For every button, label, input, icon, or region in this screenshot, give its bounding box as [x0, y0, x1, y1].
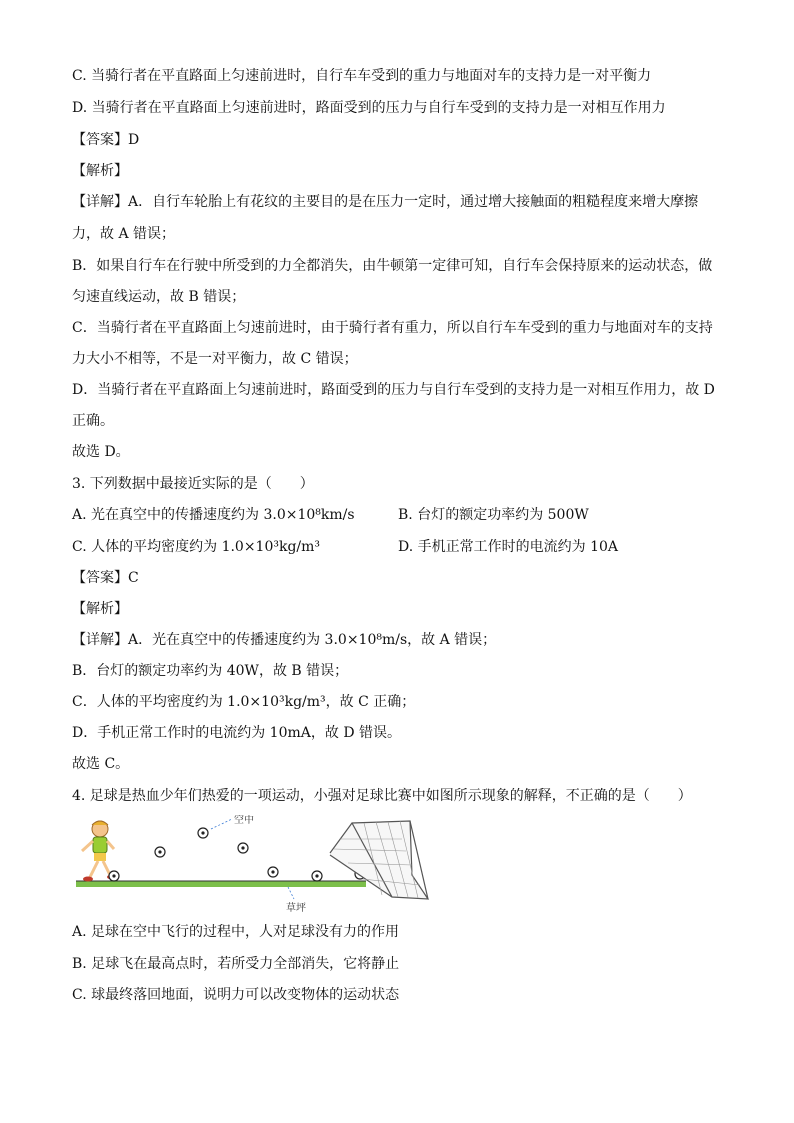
explanation-text: C．人体的平均密度约为 1.0×10³kg/m³，故 C 正确；	[72, 694, 416, 710]
explanation-text: D．手机正常工作时的电流约为 10mA，故 D 错误。	[72, 725, 401, 741]
question-3-stem: 3. 下列数据中最接近实际的是（ ）	[72, 476, 314, 492]
grass-strip	[76, 881, 366, 887]
explanation-text: D．当骑行者在平直路面上匀速前进时，路面受到的压力与自行车受到的支持力是一对相互作用力，故 D	[72, 382, 715, 398]
q4-option-a: A. 足球在空中飞行的过程中，人对足球没有力的作用	[72, 924, 400, 940]
conclusion-text: 故选 D。	[72, 444, 130, 460]
explanation-text: 力大小不相等，不是一对平衡力，故 C 错误；	[72, 351, 358, 367]
explanation-text: 【详解】A．自行车轮胎上有花纹的主要目的是在压力一定时，通过增大接触面的粗糙程度来增大摩擦	[72, 194, 699, 210]
explanation-text: 正确。	[72, 413, 114, 429]
goal-net	[330, 821, 428, 899]
q3-option-c: C. 人体的平均密度约为 1.0×10³kg/m³	[72, 539, 321, 555]
option-text: D. 当骑行者在平直路面上匀速前进时，路面受到的压力与自行车受到的支持力是一对相互作用力	[72, 100, 666, 116]
q3-option-b: B. 台灯的额定功率约为 500W	[398, 507, 589, 523]
analysis-label: 【解析】	[72, 601, 128, 617]
explanation-text: 匀速直线运动，故 B 错误；	[72, 289, 246, 305]
analysis-label: 【解析】	[72, 163, 128, 179]
explanation-text: B．台灯的额定功率约为 40W，故 B 错误；	[72, 663, 349, 679]
answer-label: 【答案】C	[72, 570, 139, 586]
explanation-text: 【详解】A．光在真空中的传播速度约为 3.0×10⁸m/s，故 A 错误；	[72, 632, 497, 648]
soccer-balls	[109, 828, 365, 881]
option-text: C. 当骑行者在平直路面上匀速前进时，自行车车受到的重力与地面对车的支持力是一对平衡力	[72, 68, 652, 84]
label-air: 空中	[234, 815, 254, 826]
explanation-text: 力，故 A 错误；	[72, 226, 176, 242]
q3-option-a: A. 光在真空中的传播速度约为 3.0×10⁸km/s	[72, 507, 355, 523]
q4-option-b: B. 足球飞在最高点时，若所受力全部消失，它将静止	[72, 956, 400, 972]
soccer-figure	[72, 815, 432, 915]
explanation-text: C．当骑行者在平直路面上匀速前进时，由于骑行者有重力，所以自行车车受到的重力与地面对车的支持	[72, 320, 713, 336]
answer-label: 【答案】D	[72, 132, 140, 148]
q3-option-d: D. 手机正常工作时的电流约为 10A	[398, 539, 619, 555]
question-4-stem: 4. 足球是热血少年们热爱的一项运动，小强对足球比赛中如图所示现象的解释，不正确的是（ ）	[72, 788, 692, 804]
q4-option-c: C. 球最终落回地面，说明力可以改变物体的运动状态	[72, 987, 400, 1003]
label-grass: 草坪	[286, 903, 306, 914]
explanation-text: B．如果自行车在行驶中所受到的力全都消失，由牛顿第一定律可知，自行车会保持原来的运动状态，做	[72, 258, 713, 274]
conclusion-text: 故选 C。	[72, 756, 130, 772]
